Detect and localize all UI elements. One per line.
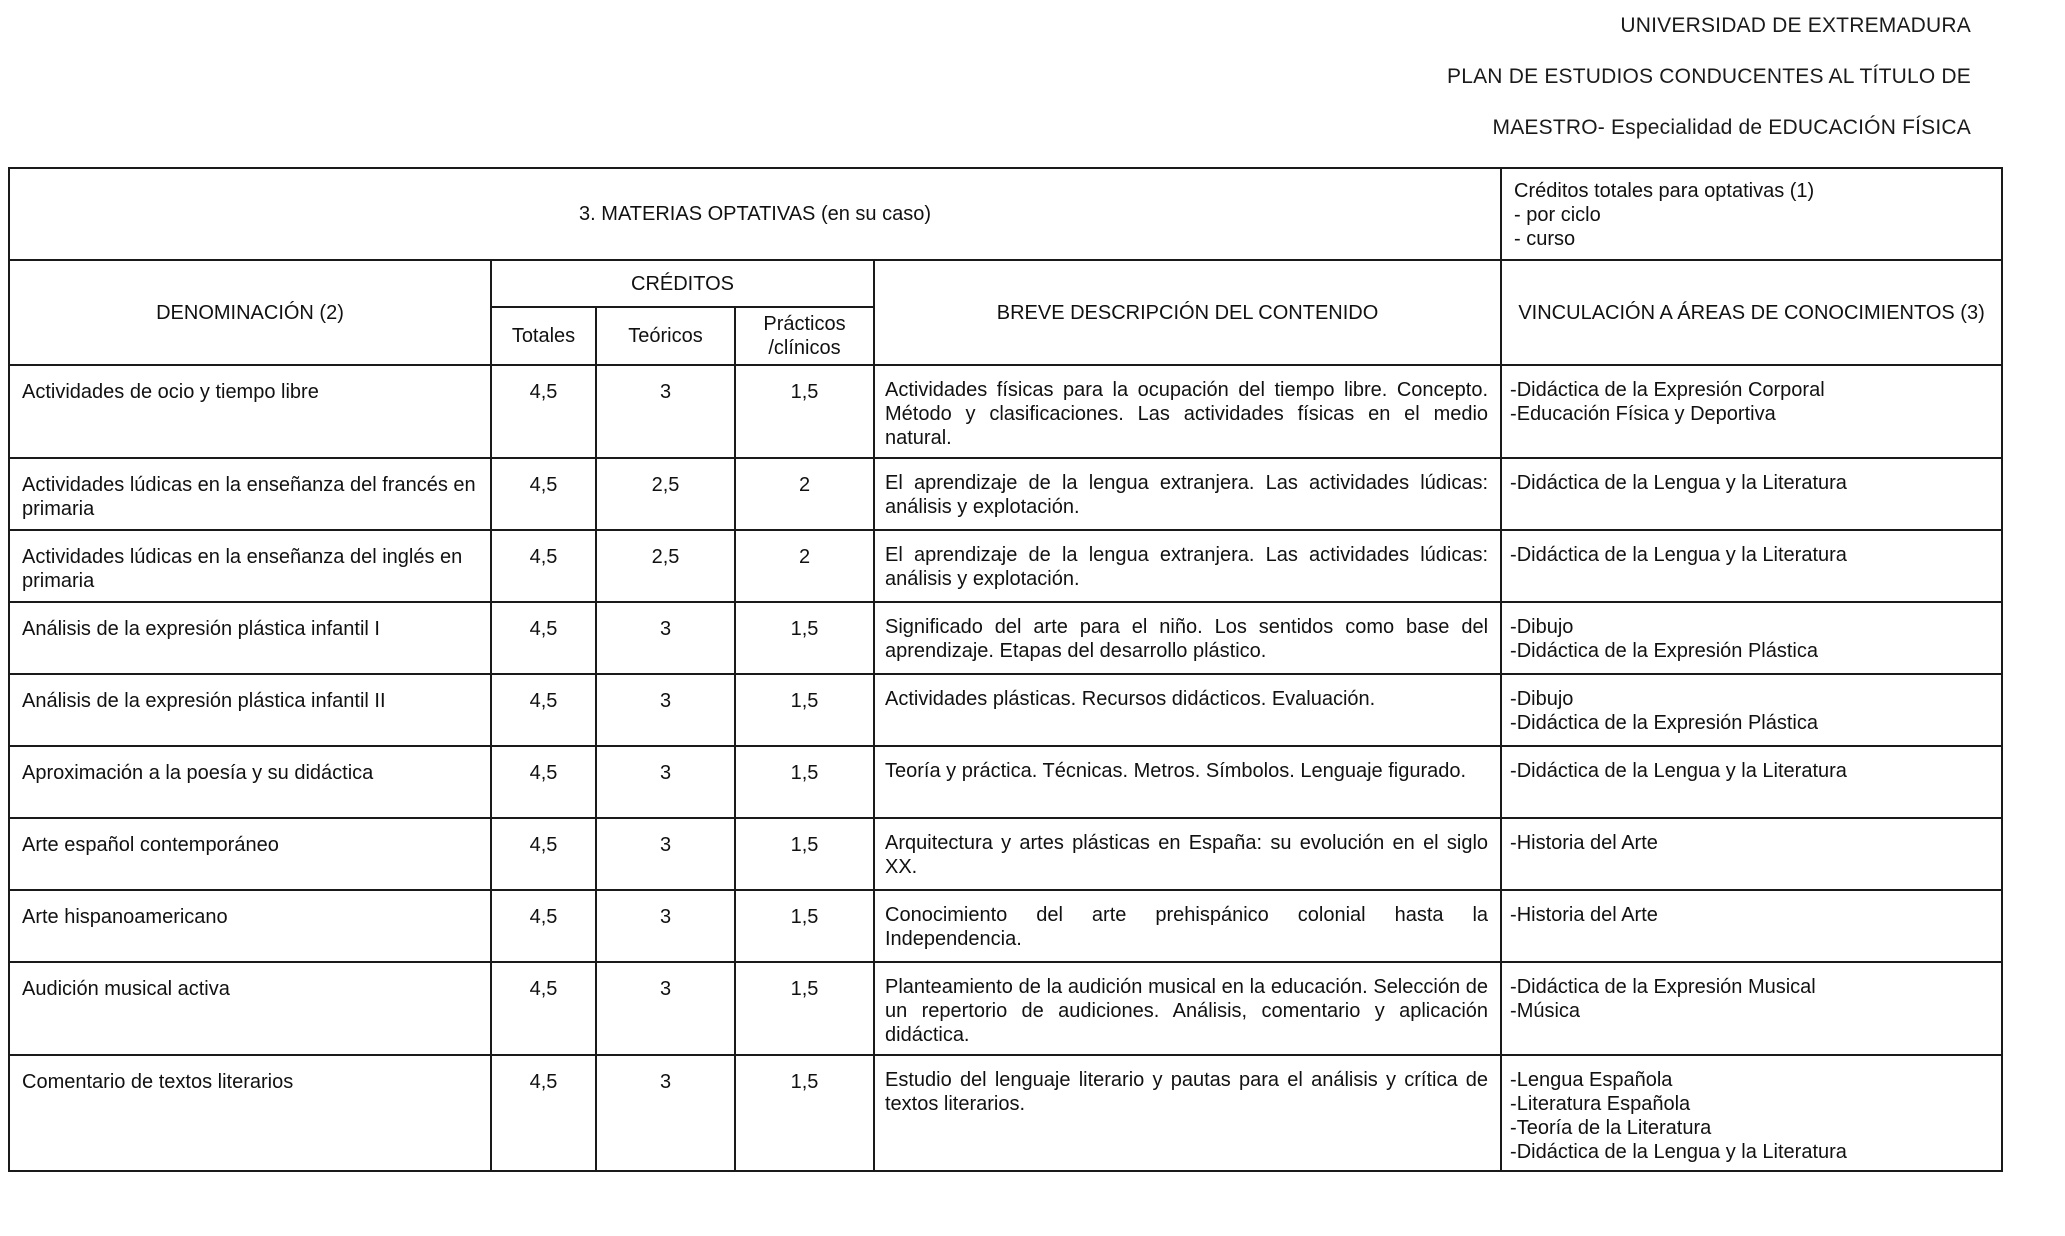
knowledge-area-item: -Dibujo: [1510, 688, 1574, 710]
knowledge-area-item: -Educación Física y Deportiva: [1510, 403, 1776, 425]
subject-name: Análisis de la expresión plástica infantil I: [9, 602, 491, 674]
credits-teoricos: 3: [596, 890, 735, 962]
credits-teoricos: 3: [596, 818, 735, 890]
credits-practicos: 1,5: [735, 890, 874, 962]
table-row: [9, 1055, 2002, 1171]
credits-totales: 4,5: [491, 746, 596, 818]
knowledge-area-item: -Dibujo: [1510, 616, 1574, 638]
header-practicos: Prácticos /clínicos: [735, 307, 874, 365]
table-row: [9, 962, 2002, 1055]
subject-description: Estudio del lenguaje literario y pautas para el análisis y crítica de textos literarios.: [874, 1055, 1501, 1171]
credits-teoricos: 3: [596, 674, 735, 746]
credits-teoricos: 3: [596, 962, 735, 1055]
credits-totales: 4,5: [491, 602, 596, 674]
subject-name: Actividades lúdicas en la enseñanza del francés en primaria: [9, 458, 491, 530]
subject-name: Comentario de textos literarios: [9, 1055, 491, 1171]
subject-name: Aproximación a la poesía y su didáctica: [9, 746, 491, 818]
knowledge-area-item: -Didáctica de la Lengua y la Literatura: [1510, 1141, 1847, 1163]
table-row: [9, 674, 2002, 746]
header-specialty: MAESTRO- Especialidad de EDUCACIÓN FÍSICA: [1492, 116, 1971, 139]
knowledge-areas: [1501, 818, 2002, 890]
knowledge-area-item: -Didáctica de la Lengua y la Literatura: [1510, 760, 1847, 782]
credits-note-line2: - por ciclo: [1514, 204, 1601, 226]
knowledge-areas: [1501, 458, 2002, 530]
table-row: [9, 458, 2002, 530]
header-totales: Totales: [491, 307, 596, 365]
knowledge-area-item: -Literatura Española: [1510, 1093, 1691, 1115]
credits-practicos: 2: [735, 530, 874, 602]
credits-totales: 4,5: [491, 458, 596, 530]
credits-totales: 4,5: [491, 365, 596, 458]
credits-practicos: 1,5: [735, 1055, 874, 1171]
header-descripcion: BREVE DESCRIPCIÓN DEL CONTENIDO: [874, 260, 1501, 365]
subject-description: Significado del arte para el niño. Los sentidos como base del aprendizaje. Etapas del desarrollo plástico.: [874, 602, 1501, 674]
subject-description: Conocimiento del arte prehispánico colonial hasta la Independencia.: [874, 890, 1501, 962]
table-row: [9, 746, 2002, 818]
knowledge-areas: [1501, 890, 2002, 962]
credits-teoricos: 2,5: [596, 530, 735, 602]
header-teoricos: Teóricos: [596, 307, 735, 365]
knowledge-area-item: -Didáctica de la Lengua y la Literatura: [1510, 544, 1847, 566]
subject-name: Arte español contemporáneo: [9, 818, 491, 890]
knowledge-area-item: -Lengua Española: [1510, 1069, 1673, 1091]
credits-practicos: 1,5: [735, 746, 874, 818]
knowledge-area-item: -Historia del Arte: [1510, 832, 1658, 854]
knowledge-area-item: -Didáctica de la Lengua y la Literatura: [1510, 472, 1847, 494]
credits-teoricos: 3: [596, 365, 735, 458]
credits-teoricos: 3: [596, 1055, 735, 1171]
credits-practicos: 1,5: [735, 365, 874, 458]
knowledge-area-item: -Teoría de la Literatura: [1510, 1117, 1712, 1139]
knowledge-areas: [1501, 602, 2002, 674]
header-plan-title: PLAN DE ESTUDIOS CONDUCENTES AL TÍTULO DE: [1447, 65, 1971, 88]
credits-note: [1501, 168, 2002, 260]
knowledge-areas: [1501, 962, 2002, 1055]
subject-description: Actividades físicas para la ocupación del tiempo libre. Concepto. Método y clasificaciones. Las actividades físicas en el medio natural.: [874, 365, 1501, 458]
knowledge-area-item: -Didáctica de la Expresión Plástica: [1510, 712, 1818, 734]
knowledge-area-item: -Didáctica de la Expresión Musical: [1510, 976, 1816, 998]
header-denominacion: DENOMINACIÓN (2): [9, 260, 491, 365]
table-row: [9, 365, 2002, 458]
credits-teoricos: 3: [596, 746, 735, 818]
knowledge-area-item: -Música: [1510, 1000, 1581, 1022]
credits-totales: 4,5: [491, 1055, 596, 1171]
credits-practicos: 1,5: [735, 962, 874, 1055]
credits-teoricos: 3: [596, 602, 735, 674]
optional-subjects-table: [8, 167, 2003, 1172]
subject-name: Análisis de la expresión plástica infantil II: [9, 674, 491, 746]
credits-practicos: 1,5: [735, 674, 874, 746]
header-creditos: CRÉDITOS: [491, 260, 874, 307]
table-row: [9, 602, 2002, 674]
table-row: [9, 818, 2002, 890]
knowledge-areas: [1501, 746, 2002, 818]
subject-description: El aprendizaje de la lengua extranjera. Las actividades lúdicas: análisis y explotación.: [874, 530, 1501, 602]
knowledge-area-item: -Didáctica de la Expresión Plástica: [1510, 640, 1818, 662]
credits-totales: 4,5: [491, 818, 596, 890]
header-university: UNIVERSIDAD DE EXTREMADURA: [1620, 14, 1971, 37]
credits-practicos: 2: [735, 458, 874, 530]
subject-name: Actividades de ocio y tiempo libre: [9, 365, 491, 458]
subject-description: Teoría y práctica. Técnicas. Metros. Símbolos. Lenguaje figurado.: [874, 746, 1501, 818]
credits-note-line3: - curso: [1514, 228, 1576, 250]
credits-totales: 4,5: [491, 962, 596, 1055]
subject-description: Planteamiento de la audición musical en la educación. Selección de un repertorio de audiciones. Análisis, comentario y aplicación didáctica.: [874, 962, 1501, 1055]
credits-totales: 4,5: [491, 530, 596, 602]
knowledge-area-item: -Didáctica de la Expresión Corporal: [1510, 379, 1825, 401]
subject-name: Arte hispanoamericano: [9, 890, 491, 962]
header-vinculacion: VINCULACIÓN A ÁREAS DE CONOCIMIENTOS (3): [1501, 260, 2002, 365]
subject-description: Arquitectura y artes plásticas en España: su evolución en el siglo XX.: [874, 818, 1501, 890]
subject-description: El aprendizaje de la lengua extranjera. Las actividades lúdicas: análisis y explotación.: [874, 458, 1501, 530]
credits-practicos: 1,5: [735, 818, 874, 890]
table-row: [9, 890, 2002, 962]
credits-note-line1: Créditos totales para optativas (1): [1514, 180, 1815, 202]
knowledge-areas: [1501, 1055, 2002, 1171]
knowledge-areas: [1501, 530, 2002, 602]
knowledge-areas: [1501, 674, 2002, 746]
knowledge-areas: [1501, 365, 2002, 458]
credits-practicos: 1,5: [735, 602, 874, 674]
knowledge-area-item: -Historia del Arte: [1510, 904, 1658, 926]
credits-totales: 4,5: [491, 674, 596, 746]
section-title: 3. MATERIAS OPTATIVAS (en su caso): [9, 168, 1501, 260]
subject-description: Actividades plásticas. Recursos didácticos. Evaluación.: [874, 674, 1501, 746]
credits-totales: 4,5: [491, 890, 596, 962]
credits-teoricos: 2,5: [596, 458, 735, 530]
table-row: [9, 530, 2002, 602]
subject-name: Audición musical activa: [9, 962, 491, 1055]
subject-name: Actividades lúdicas en la enseñanza del inglés en primaria: [9, 530, 491, 602]
